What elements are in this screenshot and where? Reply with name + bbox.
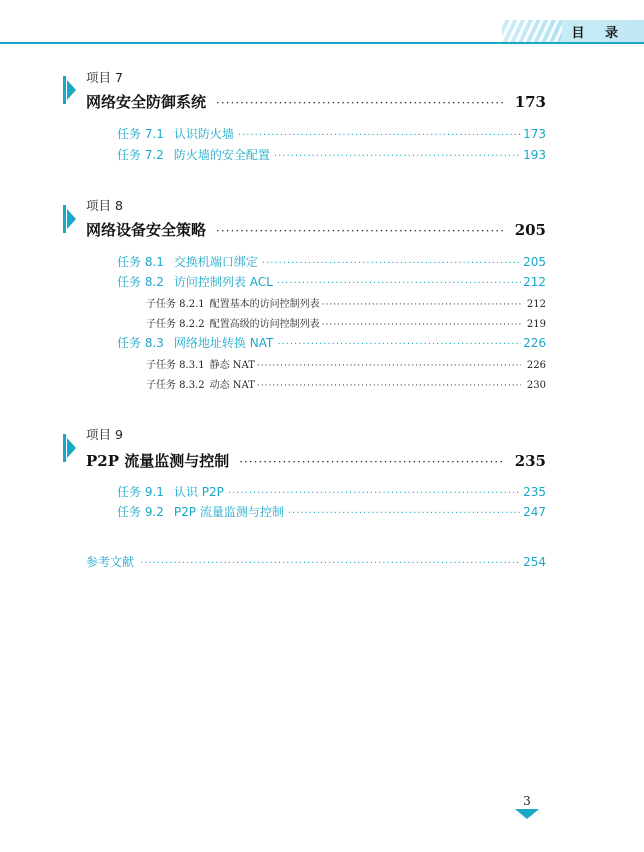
subtask-page: 226 xyxy=(526,360,546,371)
project-title-row[interactable] xyxy=(86,91,546,113)
leader-dots xyxy=(277,278,521,289)
page-marker-icon xyxy=(515,809,539,819)
task-page: 193 xyxy=(523,148,546,162)
task-page: 173 xyxy=(523,127,546,141)
toc-task-row[interactable] xyxy=(117,253,546,271)
task-number: 任务 8.1 xyxy=(117,255,164,269)
subtask-number: 子任务 8.3.2 xyxy=(146,380,205,391)
leader-dots xyxy=(257,361,521,371)
project-page: 173 xyxy=(514,93,546,111)
toc-subtask-row[interactable] xyxy=(146,315,546,331)
header-stripes xyxy=(502,20,562,42)
task-title: 交换机端口绑定 xyxy=(173,255,258,269)
leader-dots xyxy=(228,488,521,499)
toc-task-row[interactable] xyxy=(117,125,546,143)
toc-references-row[interactable] xyxy=(86,553,546,571)
project-title-row[interactable] xyxy=(86,450,546,472)
task-page: 235 xyxy=(523,485,546,499)
leader-dots xyxy=(277,339,521,350)
task-number: 任务 7.1 xyxy=(117,127,164,141)
project-title: P2P 流量监测与控制 xyxy=(86,452,230,470)
leader-dots xyxy=(274,151,521,162)
toc-subtask-row[interactable] xyxy=(146,356,546,372)
task-title: 认识防火墙 xyxy=(173,127,234,141)
subtask-number: 子任务 8.3.1 xyxy=(146,360,205,371)
task-title: 访问控制列表 ACL xyxy=(173,275,273,289)
task-page: 205 xyxy=(523,255,546,269)
toc-task-row[interactable] xyxy=(117,334,546,352)
leader-dots xyxy=(322,300,521,310)
page-number: 3 xyxy=(523,794,531,808)
toc-subtask-row[interactable] xyxy=(146,295,546,311)
task-number: 任务 8.2 xyxy=(117,275,164,289)
subtask-page: 219 xyxy=(526,319,546,330)
subtask-title: 配置基本的访问控制列表 xyxy=(209,299,320,310)
project-page: 235 xyxy=(514,452,546,470)
task-number: 任务 9.2 xyxy=(117,505,164,519)
subtask-title: 静态 NAT xyxy=(209,360,255,371)
references-title: 参考文献 xyxy=(86,555,135,569)
project-title: 网络设备安全策略 xyxy=(86,221,207,239)
task-number: 任务 7.2 xyxy=(117,148,164,162)
project-marker-icon xyxy=(63,205,75,233)
project-label: 项目 8 xyxy=(86,198,123,213)
project-title-row[interactable] xyxy=(86,219,546,241)
task-title: P2P 流量监测与控制 xyxy=(173,505,284,519)
project-label: 项目 7 xyxy=(86,70,123,85)
leader-dots xyxy=(262,258,521,269)
references-page: 254 xyxy=(523,555,546,569)
leader-dots xyxy=(216,224,505,238)
task-title: 认识 P2P xyxy=(173,485,224,499)
subtask-page: 212 xyxy=(526,299,546,310)
subtask-title: 配置高级的访问控制列表 xyxy=(209,319,320,330)
leader-dots xyxy=(216,96,505,110)
subtask-page: 230 xyxy=(526,380,546,391)
task-page: 212 xyxy=(523,275,546,289)
project-page: 205 xyxy=(514,221,546,239)
leader-dots xyxy=(140,558,521,569)
toc-subtask-row[interactable] xyxy=(146,376,546,392)
project-marker-icon xyxy=(63,76,75,104)
leader-dots xyxy=(238,130,521,141)
project-marker-icon xyxy=(63,434,75,462)
header-rule xyxy=(0,42,644,44)
header-title: 目 录 xyxy=(571,26,626,41)
project-label: 项目 9 xyxy=(86,427,123,442)
subtask-number: 子任务 8.2.2 xyxy=(146,319,205,330)
leader-dots xyxy=(322,320,521,330)
subtask-number: 子任务 8.2.1 xyxy=(146,299,205,310)
task-title: 网络地址转换 NAT xyxy=(173,336,274,350)
subtask-title: 动态 NAT xyxy=(209,380,255,391)
page-header xyxy=(0,0,644,46)
toc-task-row[interactable] xyxy=(117,503,546,521)
task-number: 任务 9.1 xyxy=(117,485,164,499)
toc-task-row[interactable] xyxy=(117,483,546,501)
leader-dots xyxy=(239,455,504,469)
task-page: 247 xyxy=(523,505,546,519)
leader-dots xyxy=(288,508,521,519)
task-number: 任务 8.3 xyxy=(117,336,164,350)
toc-task-row[interactable] xyxy=(117,273,546,291)
toc-task-row[interactable] xyxy=(117,146,546,164)
task-title: 防火墙的安全配置 xyxy=(173,148,270,162)
project-title: 网络安全防御系统 xyxy=(86,93,207,111)
leader-dots xyxy=(257,381,521,391)
task-page: 226 xyxy=(523,336,546,350)
